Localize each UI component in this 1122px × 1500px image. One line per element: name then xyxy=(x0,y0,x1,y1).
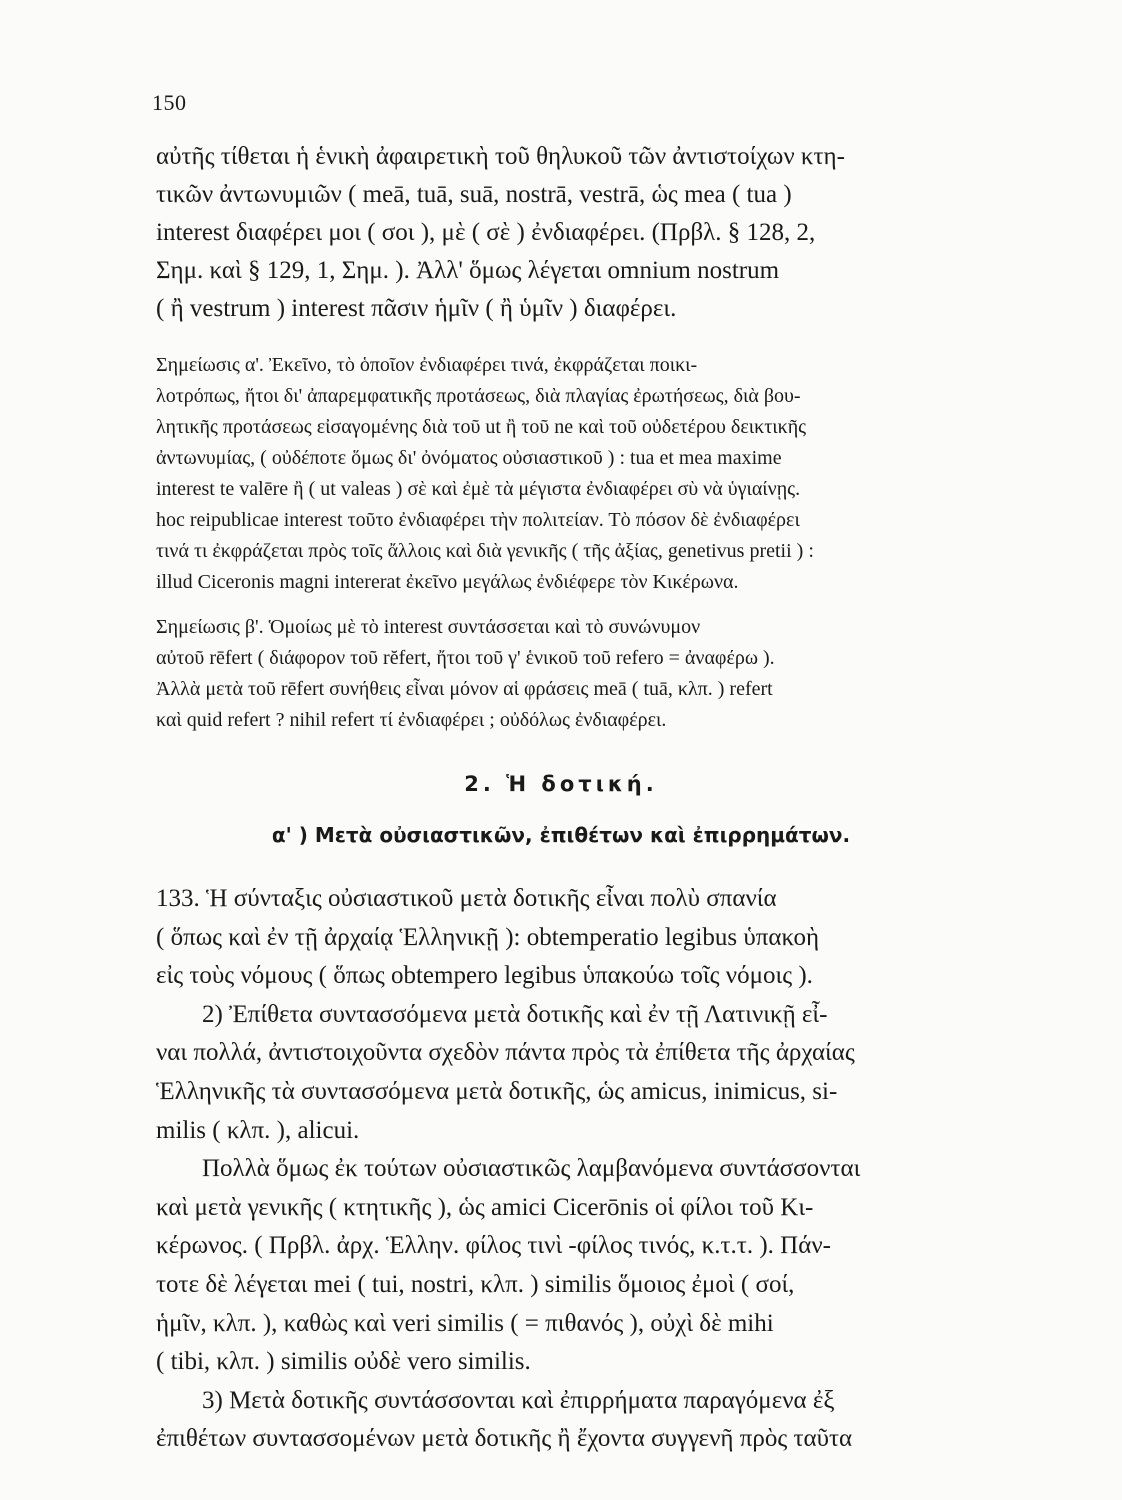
subsection-title: α' ) Μετὰ οὐσιαστικῶν, ἐπιθέτων καὶ ἐπιρρημάτων. xyxy=(271,823,851,847)
text-line: ( tibi, κλπ. ) similis οὐδὲ vero similis. xyxy=(156,1348,531,1376)
text-line: τικῶν ἀντωνυμιῶν ( meā, tuā, suā, nostrā, vestrā, ὡς mea ( tua ) xyxy=(156,181,792,208)
text-line: εἰς τοὺς νόμους ( ὅπως obtempero legibus ὑπακούω τοῖς νόμοις ). xyxy=(156,962,813,990)
text-line: ἐπιθέτων συντασσομένων μετὰ δοτικῆς ἢ ἔχοντα συγγενῆ πρὸς ταῦτα xyxy=(156,1425,853,1453)
text-line: Πολλὰ ὅμως ἐκ τούτων οὐσιαστικῶς λαμβανόμενα συντάσσονται xyxy=(202,1155,861,1183)
section-title: 2. Ἡ δοτική. xyxy=(464,772,658,796)
text-line: ἀντωνυμίας, ( οὐδέποτε ὅμως δι' ὀνόματος οὐσιαστικοῦ ) : tua et mea maxime xyxy=(156,447,782,469)
text-line: hoc reipublicae interest τοῦτο ἐνδιαφέρει τὴν πολιτείαν. Τὸ πόσον δὲ ἐνδιαφέρει xyxy=(156,509,800,531)
text-line: interest διαφέρει μοι ( σοι ), μὲ ( σὲ ) ἐνδιαφέρει. (Πρβλ. § 128, 2, xyxy=(156,219,816,246)
text-line: καὶ quid refert ? nihil refert τί ἐνδιαφέρει ; οὐδόλως ἐνδιαφέρει. xyxy=(156,709,667,731)
page-number: 150 xyxy=(152,90,187,115)
text-line: milis ( κλπ. ), alicui. xyxy=(156,1116,360,1144)
text-line: ( ὅπως καὶ ἐν τῇ ἀρχαίᾳ Ἑλληνικῇ ): obtemperatio legibus ὑπακοὴ xyxy=(156,923,820,951)
text-line: 3) Μετὰ δοτικῆς συντάσσονται καὶ ἐπιρρήματα παραγόμενα ἐξ xyxy=(202,1386,835,1414)
text-line: Σημείωσις β'. Ὁμοίως μὲ τὸ interest συντάσσεται καὶ τὸ συνώνυμον xyxy=(156,616,701,638)
text-line: κέρωνος. ( Πρβλ. ἀρχ. Ἑλλην. φίλος τινὶ -φίλος τινός, κ.τ.τ. ). Πάν- xyxy=(156,1232,831,1260)
text-line: illud Ciceronis magni intererat ἐκεῖνο μεγάλως ἐνδιέφερε τὸν Κικέρωνα. xyxy=(156,571,739,593)
text-line: αὐτοῦ rēfert ( διάφορον τοῦ rĕfert, ἤτοι τοῦ γ' ἑνικοῦ τοῦ refero = ἀναφέρω ). xyxy=(156,647,775,669)
text-line: αὐτῆς τίθεται ἡ ἑνικὴ ἀφαιρετικὴ τοῦ θηλυκοῦ τῶν ἀντιστοίχων κτη- xyxy=(156,143,845,170)
text-line: Σημείωσις α'. Ἐκεῖνο, τὸ ὁποῖον ἐνδιαφέρει τινά, ἐκφράζεται ποικι- xyxy=(156,354,698,376)
section-132-end xyxy=(156,138,1036,328)
note-a xyxy=(156,350,1036,598)
text-line: τινά τι ἐκφράζεται πρὸς τοῖς ἄλλοις καὶ διὰ γενικῆς ( τῆς ἀξίας, genetivus pretii ) : xyxy=(156,540,814,562)
text-line: λοτρόπως, ἤτοι δι' ἀπαρεμφατικῆς προτάσεως, διὰ πλαγίας ἐρωτήσεως, διὰ βου- xyxy=(156,385,801,407)
text-line: Ἑλληνικῆς τὰ συντασσόμενα μετὰ δοτικῆς, ὡς amicus, inimicus, si- xyxy=(156,1077,838,1105)
text-line: Ἀλλὰ μετὰ τοῦ rēfert συνήθεις εἶναι μόνον αἱ φράσεις meā ( tuā, κλπ. ) refert xyxy=(156,678,773,700)
note-b xyxy=(156,612,1036,736)
text-line: ( ἢ vestrum ) interest πᾶσιν ἡμῖν ( ἢ ὑμῖν ) διαφέρει. xyxy=(156,295,677,322)
text-line: ἡμῖν, κλπ. ), καθὼς καὶ veri similis ( = πιθανός ), οὐχὶ δὲ mihi xyxy=(156,1309,774,1337)
text-line: 2) Ἐπίθετα συντασσόμενα μετὰ δοτικῆς καὶ ἐν τῇ Λατινικῇ εἶ- xyxy=(202,1000,828,1028)
text-line: Σημ. καὶ § 129, 1, Σημ. ). Ἀλλ' ὅμως λέγεται omnium nostrum xyxy=(156,257,780,284)
text-line: interest te valēre ἢ ( ut valeas ) σὲ καὶ ἐμὲ τὰ μέγιστα ἐνδιαφέρει σὺ νὰ ὑγιαίνῃς. xyxy=(156,478,801,500)
text-line: καὶ μετὰ γενικῆς ( κτητικῆς ), ὡς amici Cicerōnis οἱ φίλοι τοῦ Κι- xyxy=(156,1193,814,1221)
text-line: 133. Ἡ σύνταξις οὐσιαστικοῦ μετὰ δοτικῆς εἶναι πολὺ σπανία xyxy=(156,885,777,912)
section-133 xyxy=(156,880,1036,1459)
text-line: τοτε δὲ λέγεται mei ( tui, nostri, κλπ. ) similis ὅμοιος ἐμοὶ ( σοί, xyxy=(156,1270,795,1298)
text-line: ναι πολλά, ἀντιστοιχοῦντα σχεδὸν πάντα πρὸς τὰ ἐπίθετα τῆς ἀρχαίας xyxy=(156,1039,855,1067)
text-line: λητικῆς προτάσεως εἰσαγομένης διὰ τοῦ ut ἢ τοῦ ne καὶ τοῦ οὐδετέρου δεικτικῆς xyxy=(156,416,807,438)
